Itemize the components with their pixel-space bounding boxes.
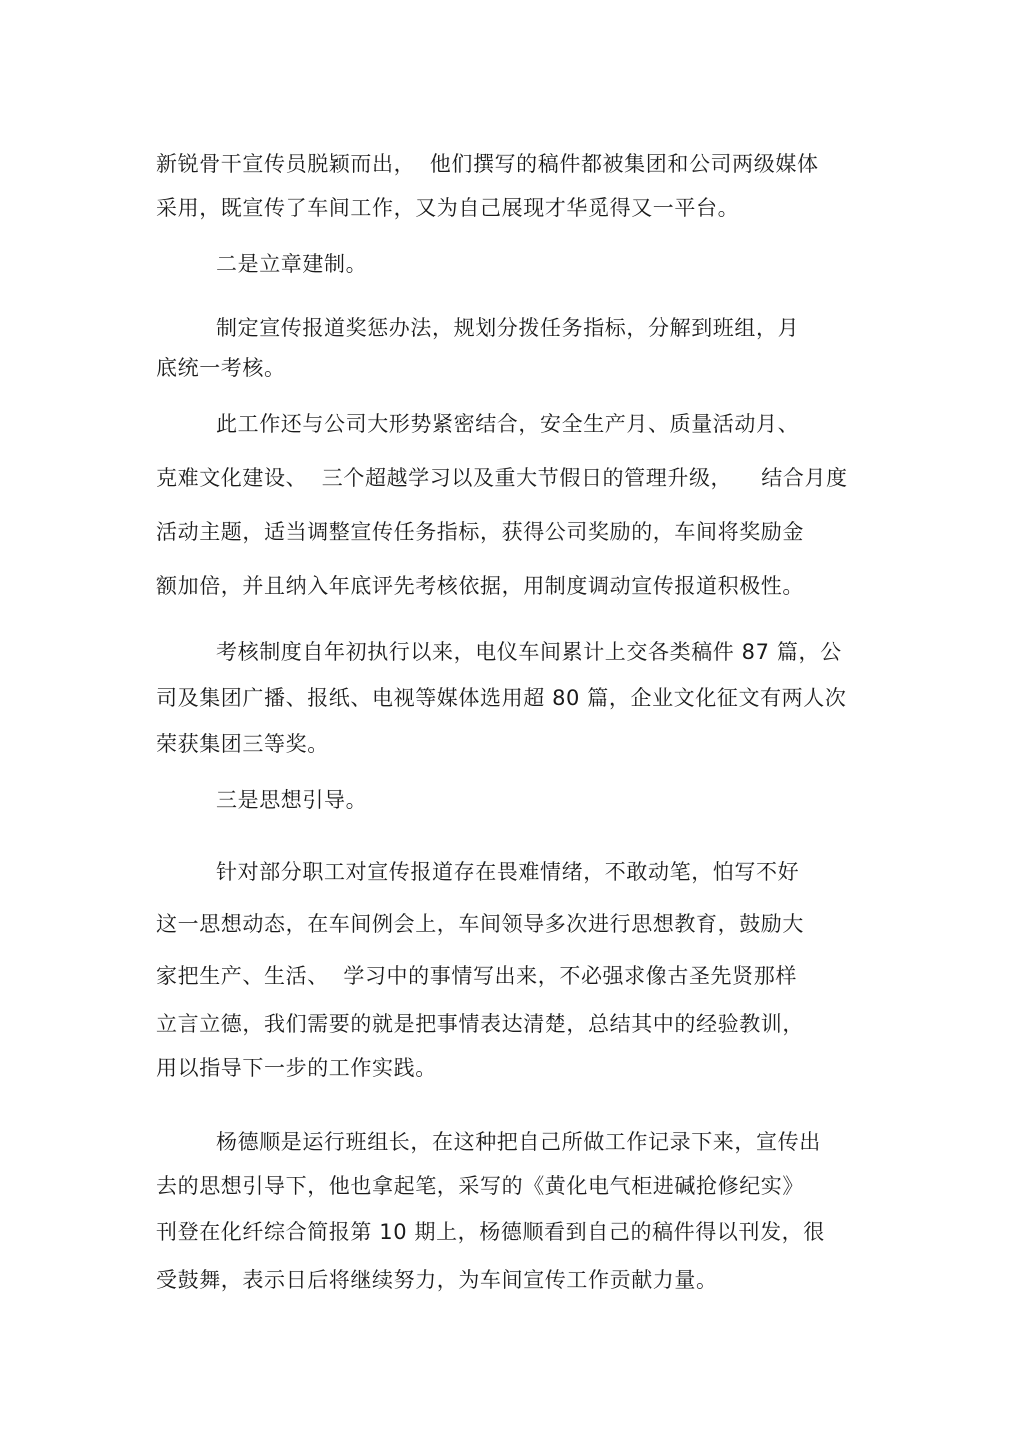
paragraph-1-line-1: 新锐骨干宣传员脱颖而出， 他们撰写的稿件都被集团和公司两级媒体 xyxy=(156,152,819,176)
paragraph-7-line-2: 这一思想动态，在车间例会上，车间领导多次进行思想教育，鼓励大 xyxy=(156,912,804,936)
paragraph-8-line-3: 刊登在化纤综合简报第 10 期上，杨德顺看到自己的稿件得以刊发，很 xyxy=(156,1220,825,1244)
section-heading-3: 三是思想引导。 xyxy=(216,788,368,812)
paragraph-4-line-2: 克难文化建设、 三个超越学习以及重大节假日的管理升级， 结合月度 xyxy=(156,466,848,490)
paragraph-4-line-1: 此工作还与公司大形势紧密结合，安全生产月、质量活动月、 xyxy=(216,412,800,436)
paragraph-5-line-1: 考核制度自年初执行以来，电仪车间累计上交各类稿件 87 篇，公 xyxy=(216,640,842,664)
paragraph-7-line-1: 针对部分职工对宣传报道存在畏难情绪，不敢动笔，怕写不好 xyxy=(216,860,800,884)
paragraph-4-line-3: 活动主题，适当调整宣传任务指标，获得公司奖励的，车间将奖励金 xyxy=(156,520,804,544)
section-heading-2: 二是立章建制。 xyxy=(216,252,368,276)
paragraph-7-line-5: 用以指导下一步的工作实践。 xyxy=(156,1056,437,1080)
paragraph-8-line-2: 去的思想引导下，他也拿起笔，采写的《黄化电气柜进碱抢修纪实》 xyxy=(156,1174,804,1198)
paragraph-5-line-2: 司及集团广播、报纸、电视等媒体选用超 80 篇，企业文化征文有两人次 xyxy=(156,686,847,710)
paragraph-5-line-3: 荣获集团三等奖。 xyxy=(156,732,329,756)
paragraph-1-line-2: 采用，既宣传了车间工作，又为自己展现才华觅得又一平台。 xyxy=(156,196,740,220)
paragraph-3-line-1: 制定宣传报道奖惩办法，规划分拨任务指标，分解到班组，月 xyxy=(216,316,800,340)
paragraph-7-line-4: 立言立德，我们需要的就是把事情表达清楚，总结其中的经验教训， xyxy=(156,1012,804,1036)
paragraph-3-line-2: 底统一考核。 xyxy=(156,356,286,380)
paragraph-8-line-1: 杨德顺是运行班组长，在这种把自己所做工作记录下来，宣传出 xyxy=(216,1130,821,1154)
paragraph-8-line-4: 受鼓舞，表示日后将继续努力，为车间宣传工作贡献力量。 xyxy=(156,1268,718,1292)
paragraph-4-line-4: 额加倍，并且纳入年底评先考核依据，用制度调动宣传报道积极性。 xyxy=(156,574,804,598)
paragraph-7-line-3: 家把生产、生活、 学习中的事情写出来，不必强求像古圣先贤那样 xyxy=(156,964,797,988)
